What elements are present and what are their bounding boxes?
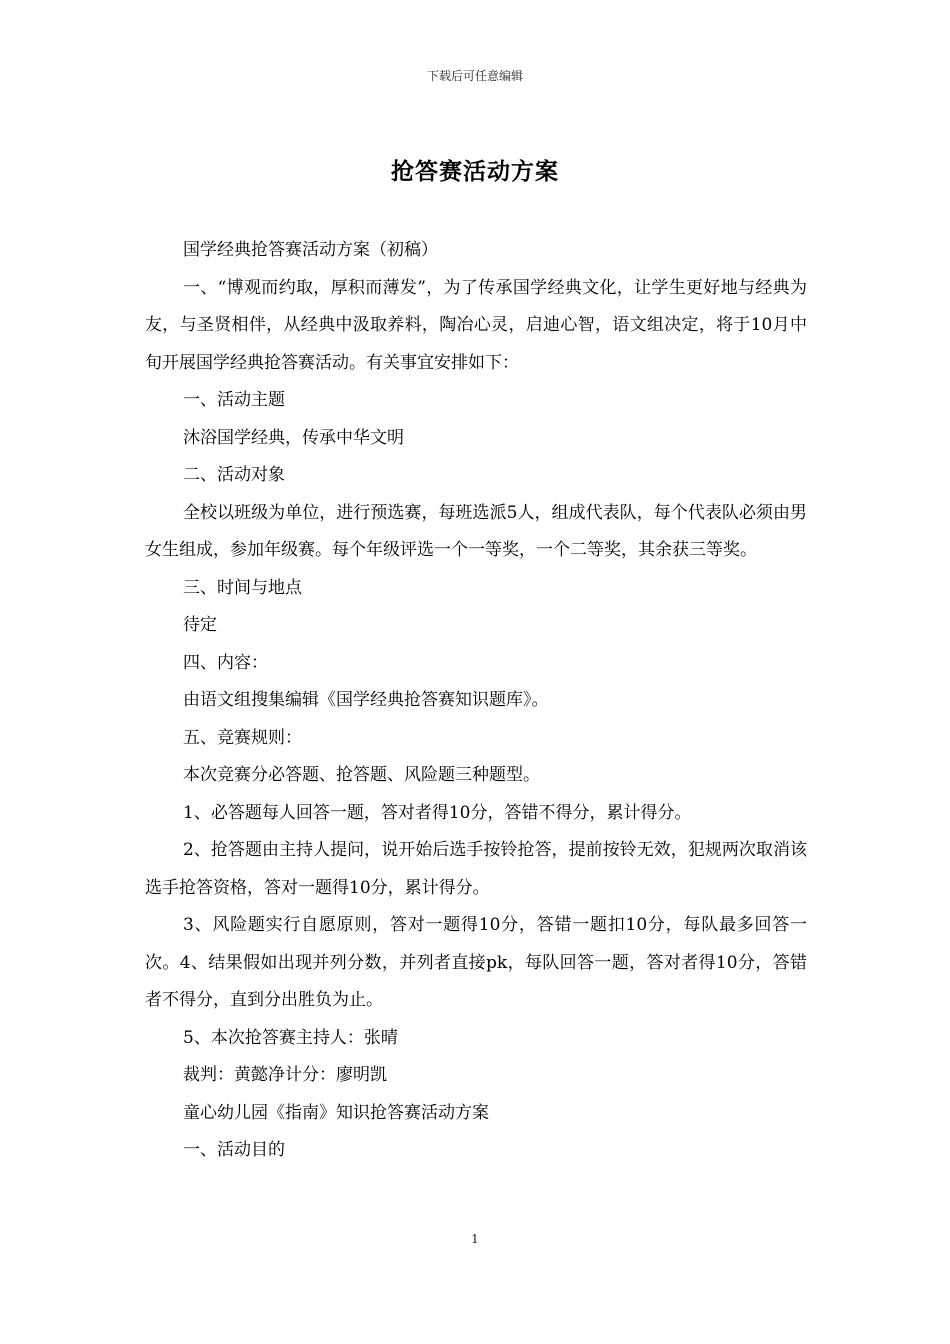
page-number: 1	[471, 1232, 479, 1246]
paragraph: 待定	[183, 615, 217, 635]
section-heading: 一、活动目的	[183, 1140, 285, 1160]
section-heading: 四、内容：	[183, 652, 268, 673]
page-header-note: 下载后可任意编辑	[426, 69, 523, 83]
paragraph: 国学经典抢答赛活动方案（初稿）	[183, 240, 438, 260]
section-heading: 二、活动对象	[183, 465, 285, 485]
document-body	[145, 232, 807, 1170]
paragraph: 本次竞赛分必答题、抢答题、风险题三种题型。	[183, 765, 540, 785]
section-heading: 五、竞赛规则：	[183, 727, 302, 748]
paragraph: 由语文组搜集编辑《国学经典抢答赛知识题库》。	[183, 690, 549, 710]
rule-item: 2、抢答题由主持人提问，说开始后选手按铃抢答，提前按铃无效，犯规两次取消该选手抢答资格，答对一题得10分，累计得分。	[145, 840, 807, 898]
rule-item: 3、风险题实行自愿原则，答对一题得10分，答错一题扣10分，每队最多回答一次。4、结果假如出现并列分数，并列者直接pk，每队回答一题，答对者得10分，答错者不得分，直到分出胜负为止。	[145, 915, 807, 1010]
document-title: 抢答赛活动方案	[391, 158, 559, 185]
paragraph: 裁判：黄懿净计分：廖明凯	[183, 1065, 387, 1085]
rule-item: 1、必答题每人回答一题，答对者得10分，答错不得分，累计得分。	[183, 802, 692, 823]
paragraph: 童心幼儿园《指南》知识抢答赛活动方案	[183, 1102, 489, 1123]
rule-item: 5、本次抢答赛主持人：张晴	[183, 1027, 398, 1048]
paragraph: 一、“博观而约取，厚积而薄发”，为了传承国学经典文化，让学生更好地与经典为友，与圣贤相伴，从经典中汲取养料，陶冶心灵，启迪心智，语文组决定，将于10月中旬开展国学经典抢答赛活动。有关事宜安排如下：	[145, 277, 807, 373]
paragraph: 全校以班级为单位，进行预选赛，每班选派5人，组成代表队，每个代表队必须由男女生组成，参加年级赛。每个年级评选一个一等奖，一个二等奖，其余获三等奖。	[145, 502, 807, 560]
section-heading: 一、活动主题	[183, 390, 285, 410]
paragraph: 沐浴国学经典，传承中华文明	[183, 427, 404, 448]
section-heading: 三、时间与地点	[183, 577, 302, 598]
